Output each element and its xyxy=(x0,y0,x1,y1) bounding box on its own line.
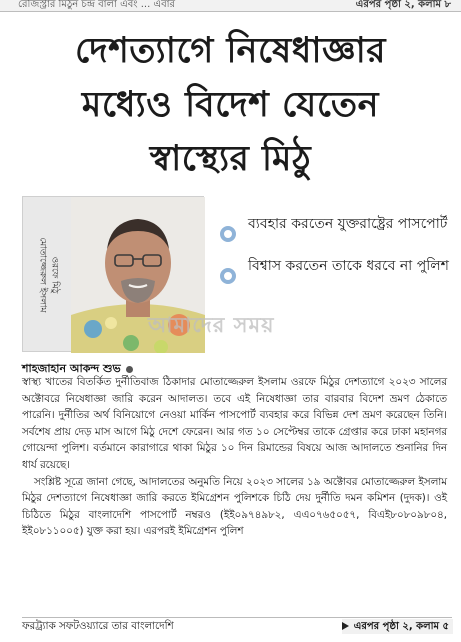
headline xyxy=(0,24,461,186)
photo-caption-name: মোতাজ্জেরুল ইসলাম xyxy=(37,237,48,313)
top-strip-continuation: এরপর পৃষ্ঠা ২, কলাম ৮ xyxy=(355,0,451,10)
byline-dot-icon xyxy=(126,366,133,373)
highlight-bullet xyxy=(218,214,456,234)
photo-caption-alias: ওরফে মিঠু xyxy=(49,256,60,294)
highlight-bullets xyxy=(218,214,456,298)
article-last-line: ফরট্র্যাক সফটওয়্যারে তার বাংলাদেশি xyxy=(22,620,174,632)
highlight-bullet-text: বিশ্বাস করতেন তাকে ধরবে না পুলিশ xyxy=(248,258,449,274)
headline-line-1: দেশত্যাগে নিষেধাজ্ঞার xyxy=(75,31,386,71)
top-strip xyxy=(0,0,461,12)
byline-author: শাহজাহান আকন্দ শুভ xyxy=(22,362,121,375)
bullet-circle-icon xyxy=(220,268,236,284)
photo-caption xyxy=(25,203,71,347)
article-paragraph-1: স্বাস্থ্য খাতের বিতর্কিত দুর্নীতিবাজ ঠিকাদার মোতাজ্জেরুল ইসলাম ওরফে মিঠুর দেশত্যাগে ২০২৩ সালের অক্টোবরে নিষেধাজ্ঞা জারি করেন আদালত। তবে এই নিষেধাজ্ঞা তার বারবার বিদেশ ভ্রমণ ঠেকাতে পারেনি। দুর্নীতির অর্থ বিনিয়োগে নেওয়া মার্কিন পাসপোর্ট ব্যবহার করে বিভিন্ন দেশ ভ্রমণ করেছেন তিনি। সর্বশেষ প্রায় দেড় মাস আগে মিঠু দেশে ফেরেন। আর গত ১০ সেপ্টেম্বর তাকে গ্রেপ্তার করে ঢাকা মহানগর গোয়েন্দা পুলিশ। বর্তমানে কারাগারে থাকা মিঠুর ১০ দিন রিমান্ডের বিষয়ে আজ আদালতে শুনানির দিন ধার্য রয়েছে। xyxy=(22,376,447,471)
highlight-bullet xyxy=(218,256,456,276)
article-body xyxy=(22,374,447,540)
top-strip-text: রেজিস্ট্রার মিঠুন চন্দ্র বালা এবং ... এবার xyxy=(18,0,176,10)
article-paragraph-2: সংশ্লিষ্ট সূত্রে জানা গেছে, আদালতের অনুমতি নিয়ে ২০২৩ সালের ১৯ অক্টোবর মোতাজ্জেরুল ইসলাম মিঠুর দেশত্যাগে নিষেধাজ্ঞা জারি করতে ইমিগ্রেশন পুলিশকে চিঠি দেয় দুর্নীতি দমন কমিশন (দুদক)। ওই চিঠিতে মিঠুর বাংলাদেশি পাসপোর্ট নম্বরও (ইই০৯৭৪৯৮২, এএ০৭৬৫০৫৭, বিএই৮০৮০৯৮০৪, ইই০৮১১০০৫) যুক্ত করা হয়। এরপরই ইমিগ্রেশন পুলিশ xyxy=(22,475,447,538)
newspaper-watermark: আমাদের সময় xyxy=(148,313,275,337)
highlight-bullet-text: ব্যবহার করতেন যুক্তরাষ্ট্রের পাসপোর্ট xyxy=(248,216,448,232)
continued-on-label: এরপর পৃষ্ঠা ২, কলাম ৫ xyxy=(342,619,453,634)
headline-line-3: স্বাস্থ্যের মিঠু xyxy=(149,139,312,179)
bullet-circle-icon xyxy=(220,226,236,242)
headline-line-2: মধ্যেও বিদেশ যেতেন xyxy=(81,85,380,125)
